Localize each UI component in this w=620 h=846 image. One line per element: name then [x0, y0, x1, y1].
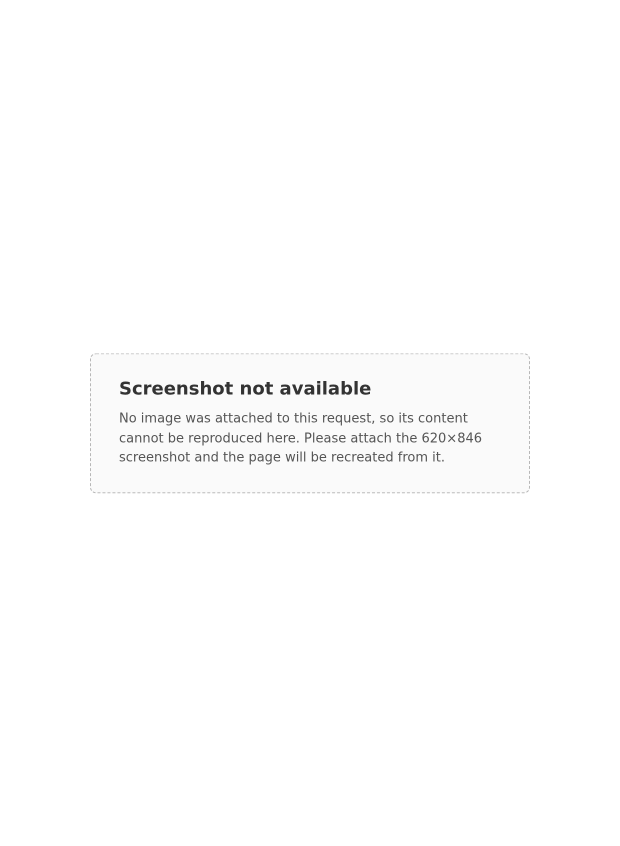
missing-image-notice: [90, 353, 530, 493]
notice-title: Screenshot not available: [119, 378, 372, 400]
notice-body: No image was attached to this request, so its content cannot be reproduced here. Please attach the 620×846 screenshot and the page will be recreated from it.: [119, 411, 483, 466]
